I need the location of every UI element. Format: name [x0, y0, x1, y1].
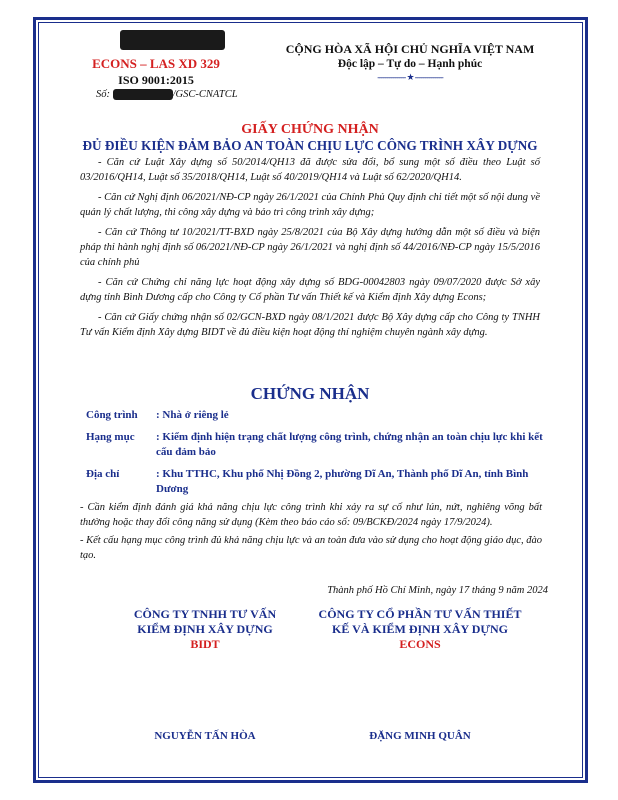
basis-item: - Căn cứ Thông tư 10/2021/TT-BXD ngày 25/8/2021 của Bộ Xây dựng hướng dẫn một số điều và biện pháp thi hành nghị định số 06/2021/NĐ-CP ngày 26/1/2021 và nghị định số 44/2016/NĐ-CP ngày 15/5/2016 của chính phủ — [80, 227, 540, 268]
basis-item: - Căn cứ Luật Xây dựng số 50/2014/QH13 đã được sửa đổi, bổ sung một số điều theo Luật số 03/2016/QH14, Luật số 35/2018/QH14, Luật số 40/2019/QH14 và Luật số 62/2020/QH14. — [80, 157, 540, 183]
info-row-address — [86, 467, 546, 497]
basis-item: - Căn cứ Giấy chứng nhận số 02/GCN-BXD ngày 08/1/2021 được Bộ Xây dựng cấp cho Công ty TNHH Tư vấn Kiểm định Xây dựng BIDT về đủ điều kiện hoạt động thí nghiệm chuyên ngành xây dựng. — [80, 312, 540, 338]
doc-number — [96, 89, 238, 100]
nation-name: CỘNG HÒA XÃ HỘI CHỦ NGHĨA VIỆT NAM — [285, 42, 535, 56]
title-main: GIẤY CHỨNG NHẬN — [241, 122, 379, 137]
info-row-project — [86, 408, 546, 423]
left-org-line1: CÔNG TY TNHH TƯ VẤN — [133, 607, 277, 621]
item-value: : Kiểm định hiện trạng chất lượng công trình, chứng nhận an toàn chịu lực khi kết cấu đảm bảo — [156, 431, 543, 458]
title-sub: ĐỦ ĐIỀU KIỆN ĐẢM BẢO AN TOÀN CHỊU LỰC CÔNG TRÌNH XÂY DỰNG — [82, 138, 538, 153]
left-org-line2: KIỂM ĐỊNH XÂY DỰNG — [137, 622, 273, 636]
header-right — [255, 42, 565, 83]
org-code: ECONS – LAS XD 329 — [92, 56, 220, 71]
signer-left — [100, 607, 310, 652]
right-signer-name: ĐẶNG MINH QUÂN — [369, 730, 471, 742]
right-org-short: ECONS — [399, 637, 441, 651]
left-org-short: BIDT — [190, 637, 220, 651]
right-org-line2: KẾ VÀ KIỂM ĐỊNH XÂY DỰNG — [332, 622, 508, 636]
project-label: Công trình — [86, 409, 138, 421]
right-org-line1: CÔNG TY CỔ PHẦN TƯ VẤN THIẾT — [318, 607, 522, 621]
note-item: - Kết cấu hạng mục công trình đủ khả năng chịu lực và an toàn đưa vào sử dụng cho hoạt động giáo dục, đào tạo. — [80, 535, 542, 561]
date-line: Thành phố Hồ Chí Minh, ngày 17 tháng 9 năm 2024 — [327, 585, 548, 596]
basis-item: - Căn cứ Nghị định 06/2021/NĐ-CP ngày 26/1/2021 của Chính Phủ Quy định chi tiết một số nội dung về quản lý chất lượng, thi công xây dựng và bảo trì công trình xây dựng; — [80, 192, 540, 218]
info-row-item — [86, 430, 546, 460]
note-item: - Cần kiểm định đánh giá khả năng chịu lực công trình khi xảy ra sự cố như lún, nứt, nghiêng võng bất thường hoặc thay đổi công năng sử dụng (Kèm theo báo cáo số: 09/BCKĐ/2024 ngày 17/9/2024). — [80, 502, 542, 528]
doc-number-prefix: Số: — [96, 89, 110, 100]
iso-cert: ISO 9001:2015 — [118, 73, 194, 87]
project-info — [86, 408, 546, 504]
doc-number-suffix: /GSC-CNATCL — [172, 89, 238, 100]
basis-item: - Căn cứ Chứng chỉ năng lực hoạt động xây dựng số BDG-00042803 ngày 09/07/2020 được Sở xây dựng tỉnh Bình Dương cấp cho Công ty Cổ phần Tư vấn Thiết kế và Kiểm định Xây dựng Econs; — [80, 277, 540, 303]
address-value: : Khu TTHC, Khu phố Nhị Đồng 2, phường Dĩ An, Thành phố Dĩ An, tỉnh Bình Dương — [156, 468, 529, 495]
legal-bases — [80, 155, 540, 345]
left-signer-name: NGUYỄN TẤN HÒA — [154, 730, 256, 742]
project-value: : Nhà ở riêng lẻ — [156, 409, 229, 421]
certify-title: CHỨNG NHẬN — [250, 384, 370, 403]
address-label: Địa chỉ — [86, 468, 120, 480]
motto: Độc lập – Tự do – Hạnh phúc — [337, 58, 483, 70]
star-divider-icon: ‑‑‑‑‑‑‑‑‑‑‑‑‑‑ ★ ‑‑‑‑‑‑‑‑‑‑‑‑‑‑ — [377, 72, 443, 82]
signer-right — [315, 607, 525, 652]
notes — [80, 500, 542, 566]
header-left — [56, 26, 256, 88]
item-label: Hạng mục — [86, 431, 135, 443]
redaction-inline — [113, 89, 173, 100]
